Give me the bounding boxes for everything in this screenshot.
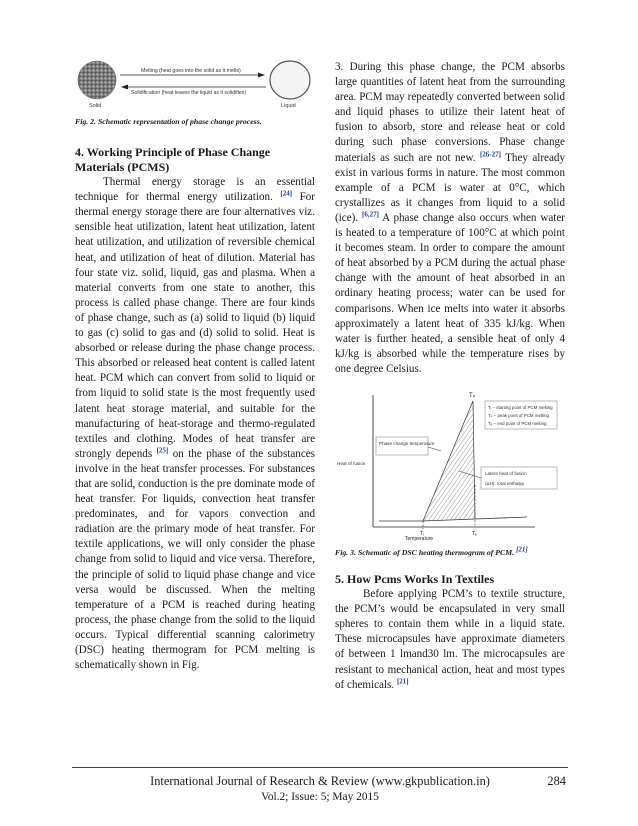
latent-heat-label: Latent heat of fusion xyxy=(485,470,527,476)
melting-peak-area xyxy=(423,401,475,521)
section4-text-start: Thermal energy storage is an essential technique for thermal energy utilization. xyxy=(75,176,315,204)
section5-paragraph xyxy=(335,587,565,693)
melting-arrow-head xyxy=(258,73,265,78)
page-number: 284 xyxy=(547,774,566,788)
legend-line-2: Tₚ – peak point of PCM melting xyxy=(488,412,549,418)
ref-24[interactable]: [24] xyxy=(280,189,293,198)
fig2-caption: Fig. 2. Schematic representation of phase change process. xyxy=(75,117,262,126)
section4-paragraph xyxy=(75,175,315,673)
dsc-thermogram-figure xyxy=(335,385,565,543)
heat-of-fusion-label: Heat of fusion xyxy=(337,460,366,466)
enthalpy-label: (ΔH): total enthalpy xyxy=(485,480,525,486)
temperature-label: Temperature xyxy=(405,535,434,542)
section5-text: Before applying PCM’s to textile structure, the PCM’s would be encapsulated in very small spheres to contain them while in a liquid state. These microcapsules have approximate diameters of between 1 lmand30 lm. The microcapsules are resistant to mechanical action, heat and most types of chemicals. xyxy=(335,588,565,691)
right-text-start: 3. During this phase change, the PCM absorbs large quantities of latent heat from the surrounding area. PCM may repeatedly converted between solid and liquid phases to utilize their latent heat of fusion to absorb, store and release heat or cold during such phase conversions. Phase change materials as such are not new. xyxy=(335,61,565,164)
liquid-label: Liquid xyxy=(281,103,296,109)
legend-line-3: Tₑ – end point of PCM melting xyxy=(488,420,547,426)
right-text-mid: They already exist in various forms in nature. The most common example of a PCM is water at 0°C, which crystallizes as it changes from liquid to a solid (ice). xyxy=(335,151,565,224)
fig3-caption-text: Fig. 3. Schematic of DSC heating thermogram of PCM. xyxy=(335,547,515,557)
ref-26-27[interactable]: [26-27] xyxy=(479,149,501,158)
solidification-label: Solidification (heat leaves the liquid as it solidifies) xyxy=(131,90,247,96)
ref-21[interactable]: [21] xyxy=(396,676,409,685)
ref-21-caption[interactable]: [21] xyxy=(516,545,528,554)
phase-change-box xyxy=(376,437,428,455)
solidification-arrow-head xyxy=(121,85,128,90)
ti-label: Tᵢ xyxy=(420,530,424,537)
tp-label: Tₚ xyxy=(469,392,476,399)
journal-name: International Journal of Research & Review (www.gkpublication.in) xyxy=(150,774,490,788)
phase-change-pointer xyxy=(428,447,441,451)
te-label: Tₑ xyxy=(472,530,477,537)
section4-heading: 4. Working Principle of Phase Change Materials (PCMS) xyxy=(75,145,271,175)
phase-change-figure xyxy=(75,60,315,112)
left-column xyxy=(75,60,315,673)
phase-change-label: Phase change temperature xyxy=(379,440,435,446)
ref-25[interactable]: [25] xyxy=(156,446,169,455)
liquid-sphere xyxy=(270,61,310,99)
fig3-caption xyxy=(335,545,565,560)
ref-6-27[interactable]: [6,27] xyxy=(361,210,379,219)
right-column xyxy=(335,60,565,693)
volume-issue: Vol.2; Issue: 5; May 2015 xyxy=(261,791,379,803)
section4-text-mid: For thermal energy storage there are four alternatives viz. sensible heat utilization, latent heat utilization, latent heat utilization, and utilization of reversible chemical heat, and utilization of heat of dilution. Material has four state viz. solid, liquid, gas and plasma. When a material converts from one state to another, this process is called phase change. There are four kinds of phase change, such as (a) solid to liquid (b) liquid to gas (c) solid to gas and (d) solid to solid. Heat is absorbed or release during the phase change process. This absorbed or released heat content is called latent heat. PCM which can convert from solid to liquid or from liquid to solid state is the most frequently used latent heat storage material, and suitable for the manufacturing of heat-storage and thermo-regulated textiles and clothing. Modes of heat transfer are strongly depends xyxy=(75,191,316,460)
section4-text-end: on the phase of the substances involve in the heat transfer processes. For substances that are solid, conduction is the pre dominate mode of heat transfer. For liquids, convection heat transfer predominates, and for vapors convection and radiation are the primary mode of heat transfer. For textile applications, we will only consider the phase change from solid to liquid and vice versa. Therefore, the principle of solid to liquid phase change and vice versa would be discussed. When the melting temperature of a PCM is reached during heating process, the phase change from the solid to the liquid occurs. Typical differential scanning calorimetry (DSC) heating thermogram for PCM melting is schematically shown in Fig. xyxy=(75,447,315,672)
section5-heading: 5. How Pcms Works In Textiles xyxy=(335,572,495,587)
melting-label: Melting (heat goes into the solid as it melts) xyxy=(141,68,241,74)
legend-line-1: Tᵢ – starting point of PCM melting xyxy=(488,404,553,410)
page-footer xyxy=(72,773,568,805)
solid-label: Solid xyxy=(89,103,102,109)
right-paragraph xyxy=(335,60,565,377)
right-text-end: A phase change also occurs when water is heated to a temperature of 100°C at which point it becomes steam. In order to compare the amount of heat absorbed by a PCM during the actual phase change with the amount of heat absorbed in an ordinary heating process; water can be used for comparisons. When ice melts into water it absorbs approximately a latent heat of 335 kJ/kg. When water is further heated, a sensible heat of only 4 kJ/kg is absorbed while the temperature rises by one degree Celsius. xyxy=(335,211,565,375)
footer-rule xyxy=(72,767,568,768)
solid-sphere xyxy=(78,61,116,99)
baseline-right xyxy=(475,517,527,519)
